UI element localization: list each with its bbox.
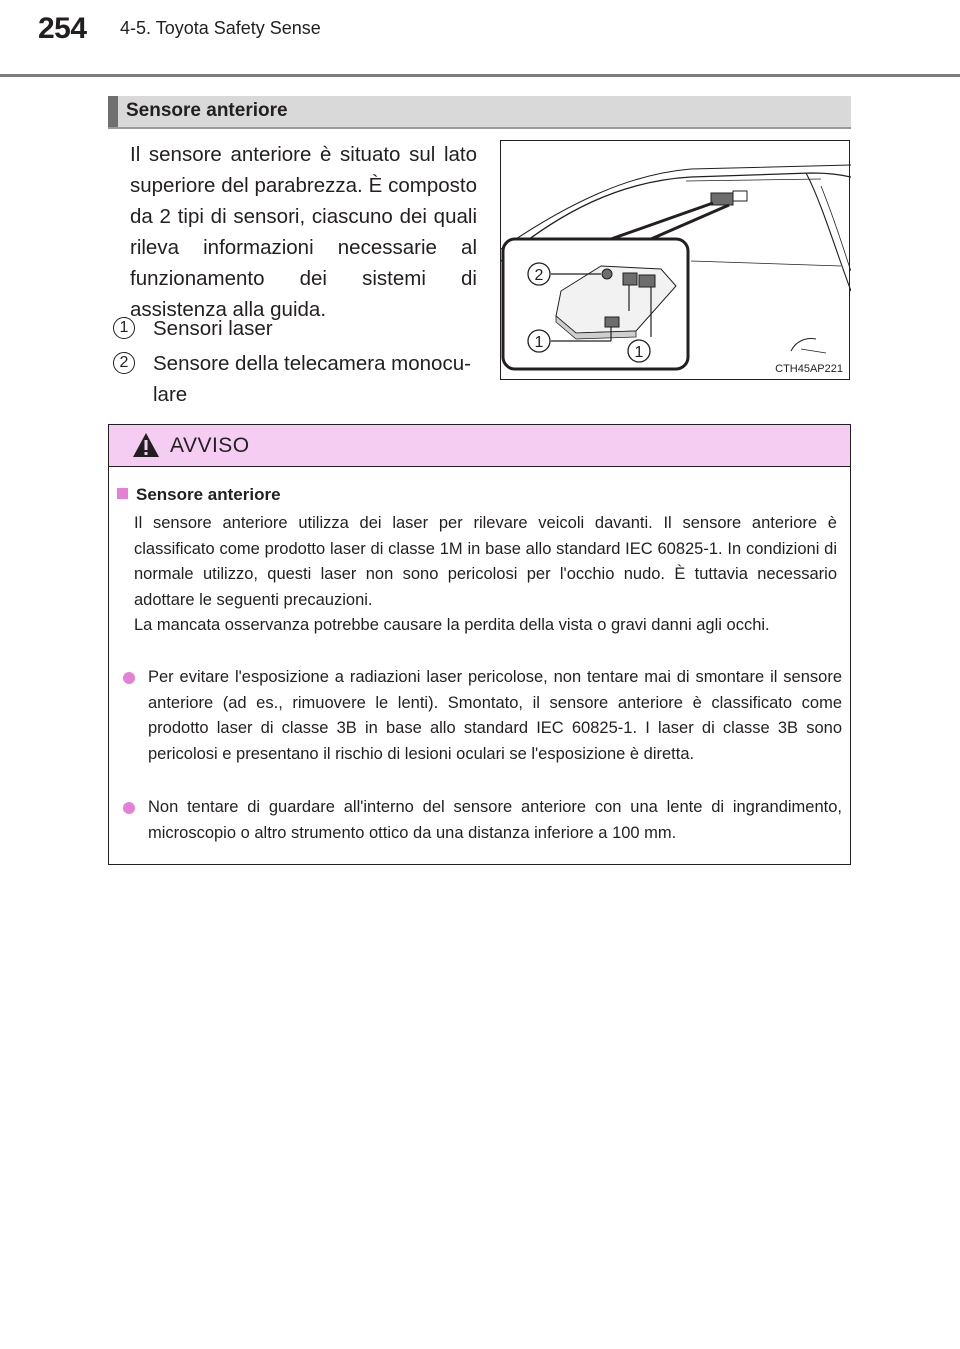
legend-number-1: 1 bbox=[113, 317, 135, 339]
warning-box bbox=[108, 424, 851, 865]
callout-label-1b: 1 bbox=[634, 344, 644, 361]
intro-paragraph: Il sensore anteriore è situato sul lato superiore del parabrezza. È composto da 2 tipi di sensori, ciascuno dei quali rileva informazioni necessarie al funzionamento dei sistemi di assistenza alla guida. bbox=[130, 143, 477, 321]
section-marker bbox=[108, 96, 118, 127]
bullet-dot-icon bbox=[123, 802, 135, 814]
section-title: Sensore anteriore bbox=[126, 100, 288, 121]
sensor-illustration bbox=[500, 140, 850, 380]
section-title-bar bbox=[108, 96, 851, 129]
warning-header bbox=[109, 425, 850, 467]
square-bullet-icon bbox=[117, 488, 128, 499]
legend-number-2: 2 bbox=[113, 352, 135, 374]
warning-paragraph-2: La mancata osservanza potrebbe causare la perdita della vista o gravi danni agli occhi. bbox=[134, 616, 770, 634]
warning-bullet-text-2: Non tentare di guardare all'interno del sensore anteriore con una lente di ingrandimento, microscopio o altro strumento ottico da una distanza inferiore a 100 mm. bbox=[148, 798, 842, 842]
warning-bullet-text-1: Per evitare l'esposizione a radiazioni laser pericolose, non tentare mai di smontare il sensore anteriore (ad es., rimuovere le lenti). Smontato, il sensore anteriore è classificato come prodotto laser di classe 3B in base allo standard IEC 60825-1. I laser di classe 3B sono pericolosi e presentano il rischio di lesioni oculari se l'esposizione è diretta. bbox=[148, 668, 842, 763]
bullet-dot-icon bbox=[123, 672, 135, 684]
legend-label-2: Sensore della telecamera monocu-lare bbox=[153, 352, 471, 406]
warning-subtitle: Sensore anteriore bbox=[117, 485, 281, 505]
callout-label-1a: 1 bbox=[534, 334, 544, 351]
warning-paragraph-1: Il sensore anteriore utilizza dei laser per rilevare veicoli davanti. Il sensore anteriore è classificato come prodotto laser di classe 1M in base allo standard IEC 60825-1. In condizioni di normale utilizzo, questi laser non sono pericolosi per l'occhio nudo. È tuttavia necessario adottare le seguenti precauzioni. bbox=[134, 514, 837, 609]
legend-label-1: Sensori laser bbox=[153, 317, 273, 340]
windshield-sensor-drawing bbox=[501, 141, 851, 381]
warning-heading: AVVISO bbox=[170, 434, 250, 457]
header-rule bbox=[0, 74, 960, 77]
section-path: 4-5. Toyota Safety Sense bbox=[120, 18, 321, 38]
warning-triangle-icon bbox=[131, 431, 161, 459]
page-number: 254 bbox=[38, 12, 87, 45]
callout-label-2: 2 bbox=[534, 267, 544, 284]
figure-code: CTH45AP221 bbox=[775, 363, 843, 375]
